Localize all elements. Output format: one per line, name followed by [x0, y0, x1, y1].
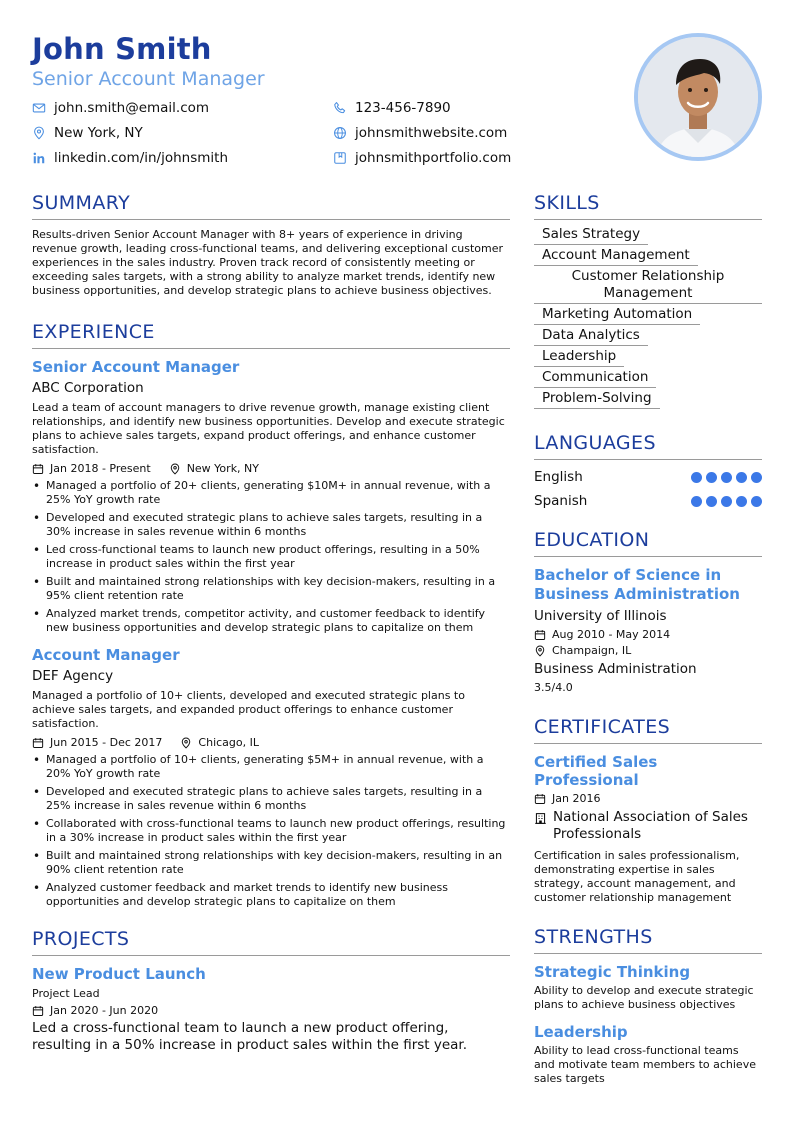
language-level-dot — [721, 472, 732, 483]
skills-list — [534, 224, 762, 409]
strength-title: Strategic Thinking — [534, 963, 691, 981]
language-level-dots — [687, 496, 762, 507]
website-text: johnsmithwebsite.com — [355, 125, 508, 141]
portfolio-icon — [333, 151, 347, 165]
education-location-text: Champaign, IL — [552, 644, 632, 657]
job-bullets — [32, 479, 510, 635]
strength-description: Ability to develop and execute strategic plans to achieve business objectives — [534, 984, 754, 1011]
email-text: john.smith@email.com — [54, 100, 210, 116]
job-dates-text: Jan 2018 - Present — [50, 462, 151, 475]
education-dates — [534, 628, 762, 641]
language-level-dots — [687, 472, 762, 483]
job-company: ABC Corporation — [32, 380, 144, 396]
job-meta — [32, 462, 510, 475]
language-row — [534, 493, 762, 509]
calendar-icon — [534, 629, 546, 641]
job-location — [180, 736, 259, 749]
skills-heading: SKILLS — [534, 192, 762, 220]
language-level-dot — [706, 496, 717, 507]
job-description: Lead a team of account managers to drive revenue growth, manage existing client relationships, and identify new business opportunities. Develop and execute strategic plans to achieve sales targets, expand product offerings, and enhance customer satisfaction. — [32, 401, 505, 456]
experience-entry — [32, 358, 510, 635]
linkedin-text: linkedin.com/in/johnsmith — [54, 150, 229, 166]
strengths-heading: STRENGTHS — [534, 926, 762, 954]
project-role: Project Lead — [32, 987, 100, 1000]
job-bullet: • Built and maintained strong relationships with key decision-makers, resulting in an 90% client retention rate — [32, 849, 510, 877]
certificate-issuer-text: National Association of Sales Professionals — [553, 809, 748, 842]
certificates-heading: CERTIFICATES — [534, 716, 762, 744]
certificate-issuer — [534, 809, 762, 843]
calendar-icon — [32, 1005, 44, 1017]
project-dates — [32, 1004, 158, 1017]
job-bullet: • Developed and executed strategic plans to achieve sales targets, resulting in a 25% increase in sales revenue within 6 months — [32, 785, 510, 813]
profile-photo — [634, 33, 762, 161]
job-bullets — [32, 753, 510, 909]
contact-portfolio[interactable] — [333, 150, 511, 166]
strength-description: Ability to lead cross-functional teams and motivate team members to achieve sales targets — [534, 1044, 756, 1085]
summary-heading: SUMMARY — [32, 192, 510, 220]
job-location-text: New York, NY — [186, 462, 259, 475]
certificate-description: Certification in sales professionalism, demonstrating expertise in sales strategy, account management, and customer relationship management — [534, 849, 740, 904]
portfolio-text: johnsmithportfolio.com — [355, 150, 512, 166]
job-title: Senior Account Manager — [32, 358, 240, 376]
language-level-dot — [691, 472, 702, 483]
calendar-icon — [534, 793, 546, 805]
email-icon — [32, 101, 46, 115]
certificate-title: Certified Sales Professional — [534, 753, 658, 789]
job-bullet: • Managed a portfolio of 20+ clients, generating $10M+ in annual revenue, with a 25% YoY growth rate — [32, 479, 510, 507]
contact-email[interactable] — [32, 100, 209, 116]
experience-heading: EXPERIENCE — [32, 321, 510, 349]
language-level-dot — [721, 496, 732, 507]
job-dates — [32, 462, 151, 475]
project-meta — [32, 1004, 510, 1017]
location-pin-icon — [534, 645, 546, 657]
language-level-dot — [691, 496, 702, 507]
skill-tag: Account Management — [534, 245, 698, 266]
candidate-name: John Smith — [32, 32, 212, 66]
location-text: New York, NY — [54, 125, 143, 141]
contact-website[interactable] — [333, 125, 507, 141]
strength-title: Leadership — [534, 1023, 628, 1041]
candidate-title: Senior Account Manager — [32, 68, 265, 90]
calendar-icon — [32, 737, 44, 749]
certificate-date-text: Jan 2016 — [552, 792, 601, 805]
skill-tag: Marketing Automation — [534, 304, 700, 325]
job-bullet: • Led cross-functional teams to launch new product offerings, resulting in a 50% increase in product sales within the first year — [32, 543, 510, 571]
contact-location — [32, 125, 143, 141]
project-title: New Product Launch — [32, 965, 206, 983]
phone-icon — [333, 101, 347, 115]
certificate-date — [534, 792, 762, 805]
education-location — [534, 644, 762, 657]
profile-avatar-illustration — [638, 37, 758, 157]
skill-tag: Data Analytics — [534, 325, 648, 346]
contact-linkedin[interactable] — [32, 150, 228, 166]
job-bullet: • Built and maintained strong relationships with key decision-makers, resulting in a 95% client retention rate — [32, 575, 510, 603]
calendar-icon — [32, 463, 44, 475]
language-level-dot — [736, 472, 747, 483]
skill-tag: Leadership — [534, 346, 624, 367]
job-company: DEF Agency — [32, 668, 114, 684]
education-dates-text: Aug 2010 - May 2014 — [552, 628, 671, 641]
job-title: Account Manager — [32, 646, 180, 664]
job-bullet: • Analyzed customer feedback and market trends to identify new business opportunities and develop strategic plans to capitalize on them — [32, 881, 510, 909]
education-heading: EDUCATION — [534, 529, 762, 557]
right-column — [534, 192, 762, 1086]
job-bullet: • Collaborated with cross-functional teams to launch new product offerings, resulting in a 30% increase in product sales within the first year — [32, 817, 510, 845]
job-dates-text: Jun 2015 - Dec 2017 — [50, 736, 163, 749]
project-dates-text: Jan 2020 - Jun 2020 — [50, 1004, 159, 1017]
languages-heading: LANGUAGES — [534, 432, 762, 460]
job-description: Managed a portfolio of 10+ clients, developed and executed strategic plans to achieve sales targets, and expanded product offerings to enhance customer satisfaction. — [32, 689, 465, 730]
phone-text: 123-456-7890 — [355, 100, 451, 116]
location-pin-icon — [180, 737, 192, 749]
education-school: University of Illinois — [534, 608, 667, 624]
education-gpa: 3.5/4.0 — [534, 681, 573, 694]
language-level-dot — [751, 472, 762, 483]
skill-tag: Customer Relationship Management — [534, 266, 762, 304]
job-meta — [32, 736, 510, 749]
left-column — [32, 192, 510, 1054]
skill-tag: Sales Strategy — [534, 224, 648, 245]
job-dates — [32, 736, 162, 749]
location-pin-icon — [32, 126, 46, 140]
language-name: Spanish — [534, 493, 588, 509]
language-level-dot — [736, 496, 747, 507]
language-level-dot — [706, 472, 717, 483]
language-level-dot — [751, 496, 762, 507]
summary-text: Results-driven Senior Account Manager with 8+ years of experience in driving revenue growth, leading cross-functional teams, and delivering exceptional customer experiences in the sales industry. Proven track record of consistently meeting or exceeding sales targets, with a strong ability to analyze market trends, identify new business opportunities, and develop strategic plans to achieve business objectives. — [32, 228, 504, 297]
linkedin-icon — [32, 151, 46, 165]
location-pin-icon — [169, 463, 181, 475]
building-icon — [534, 812, 547, 825]
projects-heading: PROJECTS — [32, 928, 510, 956]
skill-tag: Communication — [534, 367, 656, 388]
project-description: Led a cross-functional team to launch a new product offering, resulting in a 50% increase in product sales within the first year. — [32, 1020, 468, 1053]
project-entry — [32, 965, 510, 1054]
job-bullet: • Managed a portfolio of 10+ clients, generating $5M+ in annual revenue, with a 20% YoY growth rate — [32, 753, 510, 781]
education-degree: Bachelor of Science in Business Administration — [534, 566, 740, 603]
job-bullet: • Developed and executed strategic plans to achieve sales targets, resulting in a 30% increase in sales revenue within 6 months — [32, 511, 510, 539]
job-bullet: • Analyzed market trends, competitor activity, and customer feedback to identify new business opportunities and develop strategic plans to capitalize on them — [32, 607, 510, 635]
globe-icon — [333, 126, 347, 140]
language-row — [534, 469, 762, 485]
language-name: English — [534, 469, 583, 485]
job-location-text: Chicago, IL — [198, 736, 259, 749]
job-location — [169, 462, 259, 475]
contact-phone[interactable] — [333, 100, 451, 116]
education-field: Business Administration — [534, 661, 697, 677]
experience-entry — [32, 646, 510, 909]
skill-tag: Problem-Solving — [534, 388, 660, 409]
